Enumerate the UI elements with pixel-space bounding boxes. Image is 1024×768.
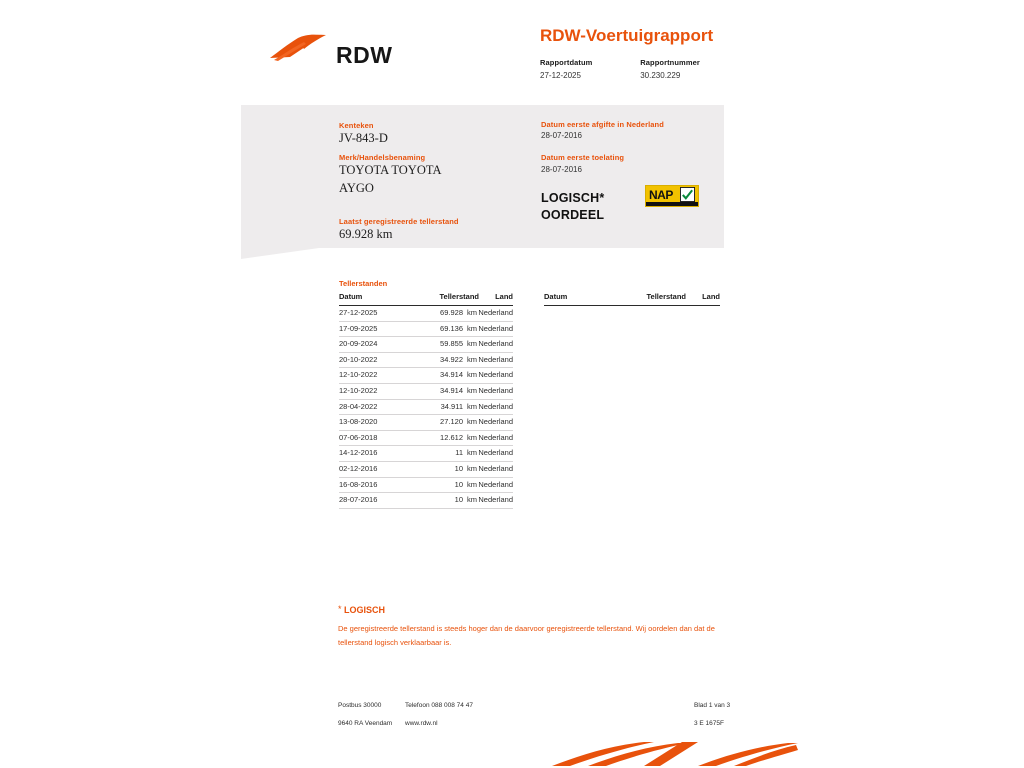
cell-unit: km xyxy=(467,354,477,364)
page-title: RDW-Voertuigrapport xyxy=(540,26,714,45)
cell-tellerstand: 11 xyxy=(455,448,463,458)
rdw-logo-icon xyxy=(268,32,330,64)
meta-report-number xyxy=(640,58,700,80)
cell-land: Nederland xyxy=(478,354,513,364)
col-header-datum: Datum xyxy=(339,292,363,301)
footnote-body: De geregistreerde tellerstand is steeds hoger dan de daarvoor geregistreerde tellerstand. Wij oordelen dan dat de tellerstand logisch verklaarbaar is. xyxy=(338,624,715,647)
cell-land: Nederland xyxy=(478,495,513,505)
col-header-tellerstand: Tellerstand xyxy=(646,292,686,301)
kenteken-value: JV-843-D xyxy=(339,131,388,145)
col-header-land: Land xyxy=(702,292,720,301)
cell-unit: km xyxy=(467,448,477,458)
cell-tellerstand: 10 xyxy=(454,479,463,489)
cell-land: Nederland xyxy=(478,401,513,411)
meta-report-date-label: Rapportdatum xyxy=(540,58,593,67)
table-row xyxy=(339,478,513,494)
cell-land: Nederland xyxy=(478,448,513,458)
table-row xyxy=(339,400,513,416)
oordeel-line2: OORDEEL xyxy=(541,208,605,222)
footer-website[interactable]: www.rdw.nl xyxy=(405,720,438,727)
nap-badge xyxy=(645,185,699,207)
cell-tellerstand: 12.612 xyxy=(440,432,463,442)
cell-unit: km xyxy=(467,495,477,505)
oordeel-block xyxy=(541,190,604,224)
cell-land: Nederland xyxy=(478,385,513,395)
meta-report-number-label: Rapportnummer xyxy=(640,58,700,67)
cell-land: Nederland xyxy=(478,417,513,427)
table-row xyxy=(339,415,513,431)
afgifte-label: Datum eerste afgifte in Nederland xyxy=(541,120,664,129)
cell-datum: 20-09-2024 xyxy=(339,339,378,349)
report-meta xyxy=(540,58,700,80)
tellerstanden-table-left xyxy=(339,292,513,509)
cell-datum: 13-08-2020 xyxy=(339,417,378,427)
cell-unit: km xyxy=(467,432,477,442)
footer-address-line2: 9640 RA Veendam xyxy=(338,720,393,727)
footer-decorative-graphic xyxy=(548,738,798,768)
table-row xyxy=(339,368,513,384)
toelating-label: Datum eerste toelating xyxy=(541,153,625,162)
vehicle-summary-panel xyxy=(241,105,724,248)
merk-label: Merk/Handelsbenaming xyxy=(339,153,426,162)
cell-tellerstand: 27.120 xyxy=(440,417,463,427)
cell-tellerstand: 69.136 xyxy=(440,323,463,333)
cell-tellerstand: 10 xyxy=(454,463,463,473)
meta-report-number-value: 30.230.229 xyxy=(640,71,681,80)
cell-tellerstand: 34.911 xyxy=(440,401,463,411)
cell-unit: km xyxy=(467,417,477,427)
col-header-datum: Datum xyxy=(544,292,568,301)
rdw-stripes-icon xyxy=(548,738,798,768)
cell-land: Nederland xyxy=(478,479,513,489)
cell-unit: km xyxy=(467,463,477,473)
merk-value-line1: TOYOTA TOYOTA xyxy=(339,163,442,177)
cell-unit: km xyxy=(467,385,477,395)
footer-pagination xyxy=(694,702,730,727)
cell-datum: 12-10-2022 xyxy=(339,385,378,395)
table-row xyxy=(339,353,513,369)
table-header-row xyxy=(339,292,513,306)
meta-report-date-value: 27-12-2025 xyxy=(540,71,581,80)
table-row xyxy=(339,462,513,478)
footer-form-code: 3 E 1675F xyxy=(694,720,724,727)
footer-contact xyxy=(405,702,473,727)
cell-datum: 07-06-2018 xyxy=(339,432,378,442)
cell-unit: km xyxy=(467,479,477,489)
afgifte-value: 28-07-2016 xyxy=(541,131,582,140)
meta-report-date xyxy=(540,58,638,80)
tellerstand-label: Laatst geregistreerde tellerstand xyxy=(339,217,459,226)
cell-land: Nederland xyxy=(478,463,513,473)
table-row xyxy=(339,337,513,353)
table-header-row xyxy=(544,292,720,306)
cell-land: Nederland xyxy=(478,432,513,442)
kenteken-label: Kenteken xyxy=(339,121,374,130)
cell-tellerstand: 34.914 xyxy=(440,385,463,395)
footer-address-line1: Postbus 30000 xyxy=(338,702,382,709)
logo-wordmark: RDW xyxy=(336,42,393,68)
cell-tellerstand: 34.922 xyxy=(440,354,463,364)
cell-unit: km xyxy=(467,323,477,333)
nap-bar xyxy=(646,202,698,206)
cell-datum: 16-08-2016 xyxy=(339,479,378,489)
cell-datum: 02-12-2016 xyxy=(339,463,378,473)
footer-address xyxy=(338,702,392,727)
cell-land: Nederland xyxy=(478,370,513,380)
cell-tellerstand: 34.914 xyxy=(440,370,463,380)
cell-tellerstand: 10 xyxy=(454,495,463,505)
table-row xyxy=(339,493,513,509)
cell-land: Nederland xyxy=(478,339,513,349)
cell-unit: km xyxy=(467,401,477,411)
panel-notch xyxy=(241,248,319,259)
footer-phone: Telefoon 088 008 74 47 xyxy=(405,702,473,709)
cell-datum: 28-07-2016 xyxy=(339,495,378,505)
cell-unit: km xyxy=(467,308,477,317)
col-header-land: Land xyxy=(495,292,513,301)
table-row xyxy=(339,322,513,338)
cell-datum: 12-10-2022 xyxy=(339,370,378,380)
check-icon xyxy=(680,187,695,202)
toelating-value: 28-07-2016 xyxy=(541,165,582,174)
merk-value-line2: AYGO xyxy=(339,181,374,195)
table-row xyxy=(339,446,513,462)
cell-datum: 17-09-2025 xyxy=(339,323,378,333)
oordeel-line1: LOGISCH* xyxy=(541,191,605,205)
cell-tellerstand: 59.855 xyxy=(440,339,463,349)
tellerstanden-title: Tellerstanden xyxy=(339,279,388,288)
footer-page-number: Blad 1 van 3 xyxy=(694,702,731,709)
tellerstanden-table-right xyxy=(544,292,720,306)
table-row xyxy=(339,306,513,322)
nap-label: NAP xyxy=(649,188,673,202)
cell-land: Nederland xyxy=(478,308,513,317)
table-row xyxy=(339,431,513,447)
cell-land: Nederland xyxy=(478,323,513,333)
table-row xyxy=(339,384,513,400)
cell-datum: 27-12-2025 xyxy=(339,308,378,317)
cell-datum: 14-12-2016 xyxy=(339,448,378,458)
col-header-tellerstand: Tellerstand xyxy=(439,292,479,301)
footnote-star: * xyxy=(338,604,342,614)
footnote-title: LOGISCH xyxy=(344,605,386,615)
tellerstand-value: 69.928 km xyxy=(339,227,393,241)
rdw-logo xyxy=(268,22,448,72)
cell-datum: 28-04-2022 xyxy=(339,401,378,411)
cell-unit: km xyxy=(467,339,477,349)
cell-datum: 20-10-2022 xyxy=(339,354,378,364)
cell-tellerstand: 69.928 xyxy=(440,308,463,317)
cell-unit: km xyxy=(467,370,477,380)
